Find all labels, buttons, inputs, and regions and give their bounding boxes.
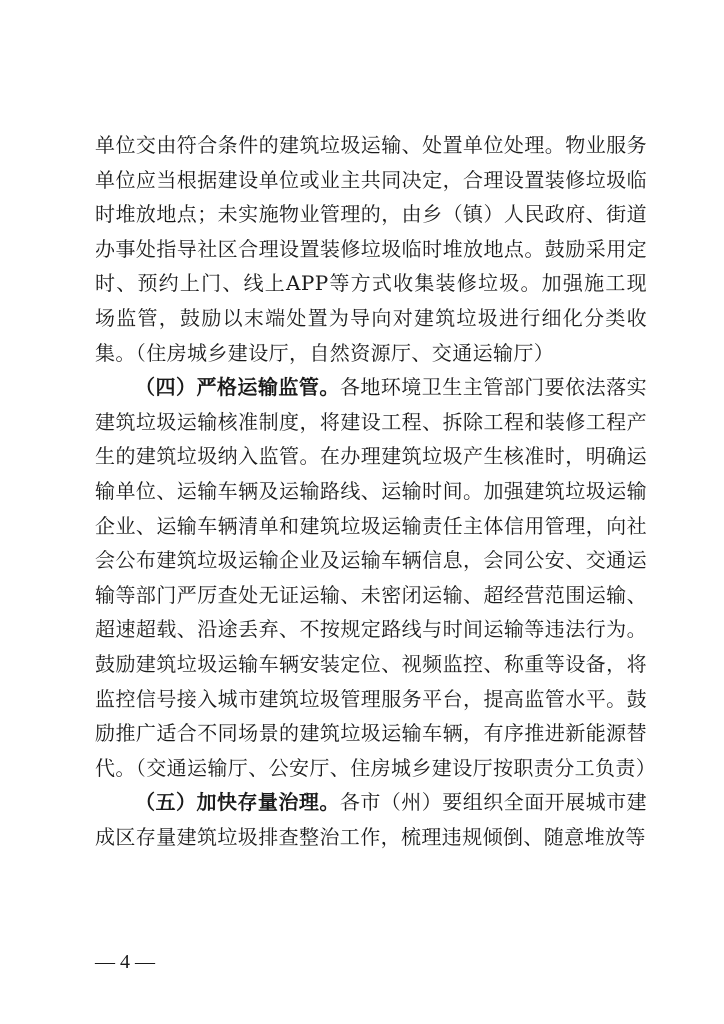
paragraph-section-5 [95,785,647,854]
paragraph-text: 单位交由符合条件的建筑垃圾运输、处置单位处理。物业服务单位应当根据建设单位或业主共同决定，合理设置装修垃圾临时堆放地点；未实施物业管理的，由乡（镇）人民政府、街道办事处指导社区合理设置装修垃圾临时堆放地点。鼓励采用定时、预约上门、线上APP等方式收集装修垃圾。加强施工现场监管，鼓励以末端处置为导向对建筑垃圾进行细化分类收集。（住房城乡建设厅，自然资源厅、交通运输厅） [95,133,647,365]
paragraph-text: 各市（州）要组织全面开展城市建成区存量建筑垃圾排查整治工作，梳理违规倾倒、随意堆放等 [95,790,648,849]
paragraph-continuation [95,128,647,370]
paragraph-text: 各地环境卫生主管部门要依法落实建筑垃圾运输核准制度，将建设工程、拆除工程和装修工程产生的建筑垃圾纳入监管。在办理建筑垃圾产生核准时，明确运输单位、运输车辆及运输路线、运输时间。加强建筑垃圾运输企业、运输车辆清单和建筑垃圾运输责任主体信用管理，向社会公布建筑垃圾运输企业及运输车辆信息，会同公安、交通运输等部门严厉查处无证运输、未密闭运输、超经营范围运输、超速超载、沿途丢弃、不按规定路线与时间运输等违法行为。鼓励建筑垃圾运输车辆安装定位、视频监控、称重等设备，将监控信号接入城市建筑垃圾管理服务平台，提高监管水平。鼓励推广适合不同场景的建筑垃圾运输车辆，有序推进新能源替代。（交通运输厅、公安厅、住房城乡建设厅按职责分工负责） [95,375,657,780]
document-body [95,128,657,854]
section-heading: （四）严格运输监管。 [135,375,340,400]
paragraph-section-4 [95,370,657,785]
page-number: — 4 — [95,951,155,973]
section-heading: （五）加快存量治理。 [135,790,340,815]
